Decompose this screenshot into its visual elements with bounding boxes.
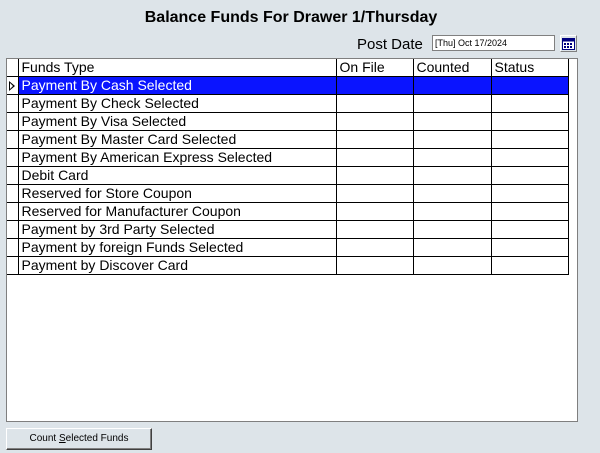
row-indicator[interactable]: [7, 77, 18, 95]
button-label-start: Count: [29, 433, 59, 444]
funds-type-cell[interactable]: Payment by 3rd Party Selected: [18, 221, 336, 239]
calendar-button[interactable]: [560, 35, 577, 52]
table-row[interactable]: [7, 239, 568, 257]
counted-cell[interactable]: [413, 77, 491, 95]
counted-cell[interactable]: [413, 203, 491, 221]
status-cell[interactable]: [491, 203, 568, 221]
calendar-icon: [562, 37, 575, 50]
on-file-cell[interactable]: [336, 131, 413, 149]
header-row: [7, 59, 568, 77]
status-cell[interactable]: [491, 257, 568, 275]
counted-cell[interactable]: [413, 257, 491, 275]
column-header-counted[interactable]: Counted: [413, 59, 491, 77]
funds-type-cell[interactable]: Payment By Check Selected: [18, 95, 336, 113]
row-indicator[interactable]: [7, 239, 18, 257]
status-cell[interactable]: [491, 185, 568, 203]
table-row[interactable]: [7, 257, 568, 275]
row-indicator[interactable]: [7, 149, 18, 167]
counted-cell[interactable]: [413, 185, 491, 203]
funds-type-cell[interactable]: Payment By Master Card Selected: [18, 131, 336, 149]
row-indicator-header: [7, 59, 18, 77]
row-indicator[interactable]: [7, 257, 18, 275]
funds-type-cell[interactable]: Reserved for Store Coupon: [18, 185, 336, 203]
on-file-cell[interactable]: [336, 203, 413, 221]
table-row[interactable]: [7, 203, 568, 221]
status-cell[interactable]: [491, 149, 568, 167]
row-indicator[interactable]: [7, 185, 18, 203]
row-indicator[interactable]: [7, 131, 18, 149]
counted-cell[interactable]: [413, 149, 491, 167]
row-indicator[interactable]: [7, 113, 18, 131]
funds-type-cell[interactable]: Payment By American Express Selected: [18, 149, 336, 167]
funds-table: [7, 59, 569, 275]
column-header-funds-type[interactable]: Funds Type: [18, 59, 336, 77]
status-cell[interactable]: [491, 113, 568, 131]
current-row-pointer-icon: [9, 81, 15, 91]
counted-cell[interactable]: [413, 221, 491, 239]
post-date-field[interactable]: [Thu] Oct 17/2024: [432, 35, 555, 51]
button-label-mnemonic: S: [58, 433, 66, 444]
button-label-end: elected Funds: [65, 433, 129, 444]
counted-cell[interactable]: [413, 239, 491, 257]
status-cell[interactable]: [491, 95, 568, 113]
counted-cell[interactable]: [413, 167, 491, 185]
on-file-cell[interactable]: [336, 95, 413, 113]
post-date-label: Post Date: [357, 36, 423, 53]
funds-type-cell[interactable]: Reserved for Manufacturer Coupon: [18, 203, 336, 221]
row-indicator[interactable]: [7, 221, 18, 239]
table-row[interactable]: [7, 185, 568, 203]
table-row[interactable]: [7, 149, 568, 167]
count-selected-funds-button[interactable]: [6, 428, 152, 450]
funds-type-cell[interactable]: Payment By Cash Selected: [18, 77, 336, 95]
table-row[interactable]: [7, 167, 568, 185]
column-header-on-file[interactable]: On File: [336, 59, 413, 77]
status-cell[interactable]: [491, 221, 568, 239]
funds-type-cell[interactable]: Payment by Discover Card: [18, 257, 336, 275]
counted-cell[interactable]: [413, 95, 491, 113]
status-cell[interactable]: [491, 77, 568, 95]
funds-grid[interactable]: [6, 58, 578, 422]
on-file-cell[interactable]: [336, 167, 413, 185]
counted-cell[interactable]: [413, 131, 491, 149]
table-row[interactable]: [7, 221, 568, 239]
status-cell[interactable]: [491, 239, 568, 257]
on-file-cell[interactable]: [336, 185, 413, 203]
row-indicator[interactable]: [7, 167, 18, 185]
on-file-cell[interactable]: [336, 149, 413, 167]
funds-type-cell[interactable]: Payment By Visa Selected: [18, 113, 336, 131]
counted-cell[interactable]: [413, 113, 491, 131]
table-row[interactable]: [7, 95, 568, 113]
row-indicator[interactable]: [7, 203, 18, 221]
window-title: Balance Funds For Drawer 1/Thursday: [144, 9, 438, 26]
row-indicator[interactable]: [7, 95, 18, 113]
table-row[interactable]: [7, 131, 568, 149]
status-cell[interactable]: [491, 131, 568, 149]
table-row[interactable]: [7, 77, 568, 95]
on-file-cell[interactable]: [336, 221, 413, 239]
on-file-cell[interactable]: [336, 239, 413, 257]
funds-type-cell[interactable]: Payment by foreign Funds Selected: [18, 239, 336, 257]
column-header-status[interactable]: Status: [491, 59, 568, 77]
table-row[interactable]: [7, 113, 568, 131]
on-file-cell[interactable]: [336, 257, 413, 275]
funds-type-cell[interactable]: Debit Card: [18, 167, 336, 185]
on-file-cell[interactable]: [336, 77, 413, 95]
on-file-cell[interactable]: [336, 113, 413, 131]
status-cell[interactable]: [491, 167, 568, 185]
